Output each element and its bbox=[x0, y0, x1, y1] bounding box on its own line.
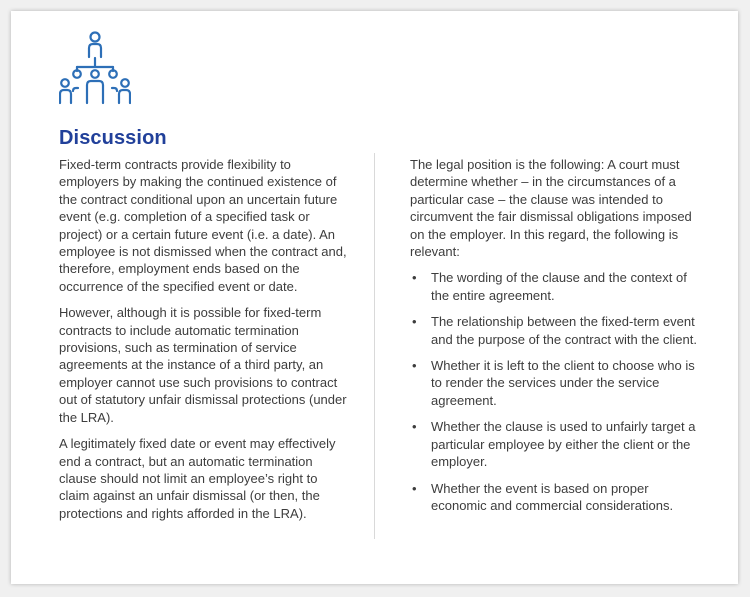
list-item-text: The wording of the clause and the context of the entire agreement. bbox=[431, 270, 687, 303]
list-item-text: Whether the clause is used to unfairly target a particular employee by either the client or the employer. bbox=[431, 419, 696, 470]
list-item bbox=[410, 418, 702, 470]
list-item-text: Whether it is left to the client to choose who is to render the services under the service agreement. bbox=[431, 358, 695, 408]
paragraph: A legitimately fixed date or event may effectively end a contract, but an automatic termination clause should not limit an employee’s right to claim against an unfair dismissal (or then, the protections and rights afforded in the LRA). bbox=[59, 436, 336, 521]
bullet-icon: • bbox=[412, 314, 417, 330]
list-item bbox=[410, 357, 702, 409]
right-column bbox=[410, 156, 702, 523]
intro-paragraph: The legal position is the following: A court must determine whether – in the circumstances of a particular case – the clause was intended to circumvent the fair dismissal obligations imposed on the employer. In this regard, the following is relevant: bbox=[410, 157, 692, 260]
list-item bbox=[410, 269, 702, 304]
list-item-text: The relationship between the fixed-term event and the purpose of the contract with the client. bbox=[431, 314, 697, 347]
paragraph: Fixed-term contracts provide flexibility to employers by making the continued existence of the contract conditional upon an uncertain future event (e.g. completion of a specified task or project) or a certain future event (i.e. a date). An employee is not dismissed when the contract and, therefore, employment ends based on the occurrence of the specified event or date. bbox=[59, 157, 347, 294]
bullet-icon: • bbox=[412, 480, 417, 496]
list-item-text: Whether the event is based on proper economic and commercial considerations. bbox=[431, 480, 674, 513]
list-item bbox=[410, 480, 702, 515]
section-heading: Discussion bbox=[59, 127, 167, 149]
discussion-card bbox=[11, 11, 738, 584]
column-divider bbox=[374, 153, 375, 539]
relevant-factors-list bbox=[410, 269, 702, 514]
bullet-icon: • bbox=[412, 270, 417, 286]
list-item bbox=[410, 313, 702, 348]
bullet-icon: • bbox=[412, 358, 417, 374]
left-column bbox=[59, 156, 351, 531]
bullet-icon: • bbox=[412, 419, 417, 435]
paragraph: However, although it is possible for fixed-term contracts to include automatic termination provisions, such as termination of service agreements at the instance of a third party, an employer cannot use such provisions to contract out of statutory unfair dismissal protections (under the LRA). bbox=[59, 305, 347, 425]
team-hierarchy-icon bbox=[59, 31, 131, 107]
